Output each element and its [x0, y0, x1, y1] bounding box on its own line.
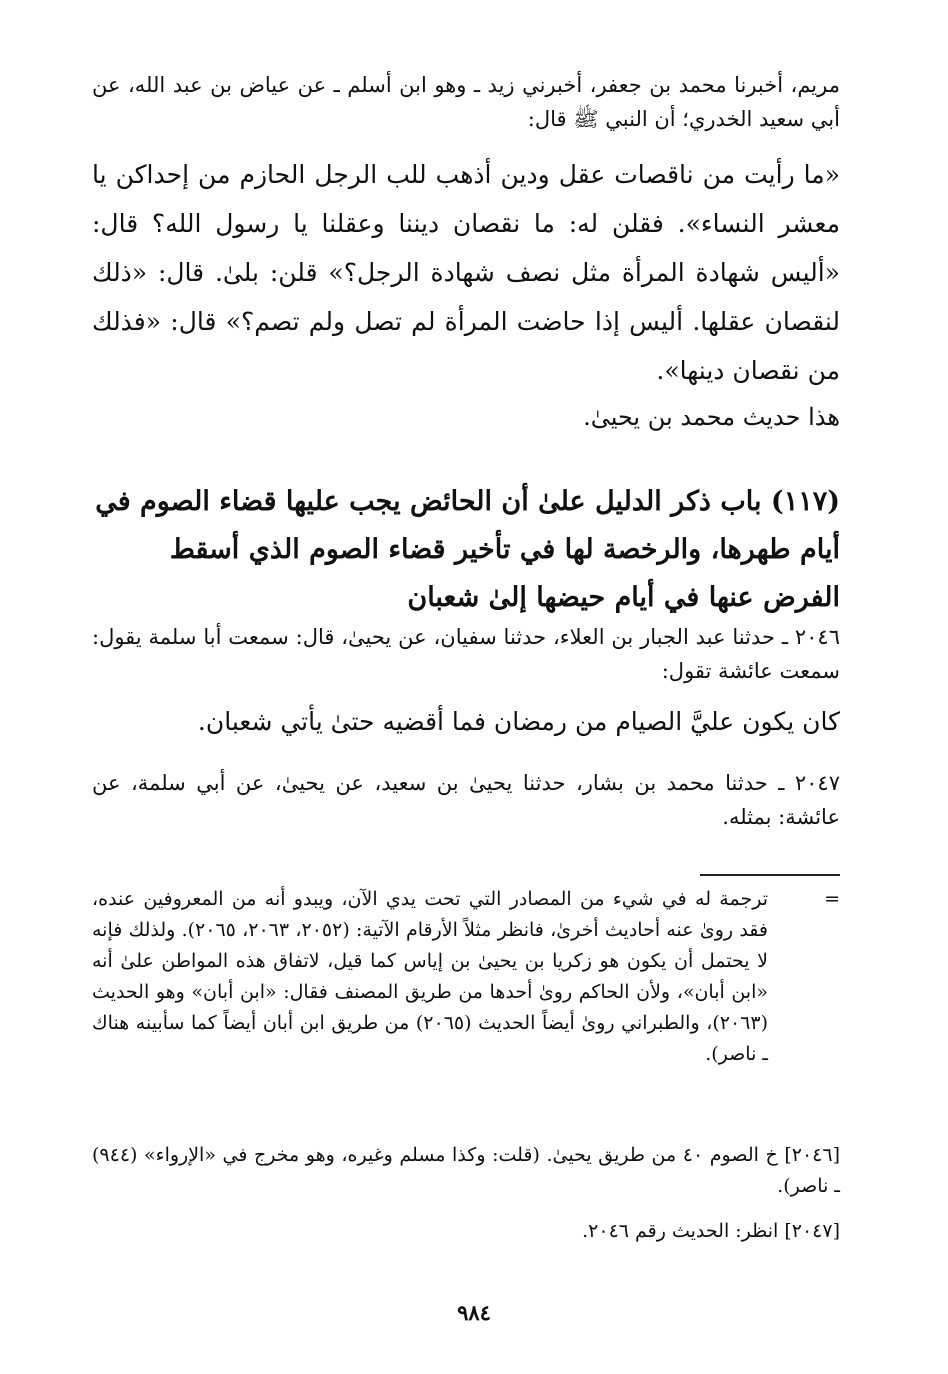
footnote-continuation-text: ترجمة له في شيء من المصادر التي تحت يدي الآن، ويبدو أنه من المعروفين عنده، فقد روىٰ عنه أحاديث أخرىٰ، فانظر مثلاً الأرقام الآتية: (٢٠٥٢، ٢٠٦٣، ٢٠٦٥). ولذلك فإنه لا يحتمل أن يكون هو زكريا بن يحيىٰ بن إياس كما قيل، لاتفاق هذه المواطن علىٰ أنه «ابن أبان»، ولأن الحاكم روىٰ أحدها من طريق المصنف فقال: «ابن أبان» وهو الحديث (٢٠٦٣)، والطبراني روىٰ أيضاً الحديث (٢٠٦٥) من طريق ابن أبان أيضاً كما سأبينه هناك ـ ناصر). — [92, 888, 768, 1065]
hadith-2047-chain: ٢٠٤٧ ـ حدثنا محمد بن بشار، حدثنا يحيىٰ بن سعيد، عن يحيىٰ، عن أبي سلمة، عن عائشة: بمثله. — [92, 771, 840, 829]
hadith-text: «ما رأيت من ناقصات عقل ودين أذهب للب الرجل الحازم من إحداكن يا معشر النساء». فقلن له: ما نقصان ديننا وعقلنا يا رسول الله؟ قال: «أليس شهادة المرأة مثل نصف شهادة الرجل؟» قلن: بلىٰ. قال: «ذلك لنقصان عقلها. أليس إذا حاضت المرأة لم تصل ولم تصم؟» قال: «فذلك من نقصان دينها». — [92, 160, 840, 385]
hadith-chain-continuation: مريم، أخبرنا محمد بن جعفر، أخبرني زيد ـ وهو ابن أسلم ـ عن عياض بن عبد الله، عن أبي سعيد الخدري؛ أن النبي ﷺ قال: — [92, 73, 840, 131]
page-number: ٩٨٤ — [457, 1300, 491, 1325]
hadith-2046-text: كان يكون عليَّ الصيام من رمضان فما أقضيه حتىٰ يأتي شعبان. — [197, 707, 840, 736]
continuation-mark: = — [824, 888, 840, 910]
hadith-note: هذا حديث محمد بن يحيىٰ. — [583, 403, 840, 431]
footnote-separator — [700, 874, 840, 876]
footnote-continuation — [92, 884, 840, 1070]
footnote-2047: [٢٠٤٧] انظر: الحديث رقم ٢٠٤٦. — [582, 1220, 840, 1242]
footnote-2046: [٢٠٤٦] خ الصوم ٤٠ من طريق يحيىٰ. (قلت: وكذا مسلم وغيره، وهو مخرج في «الإرواء» (٩٤٤) ـ ناصر). — [92, 1144, 840, 1197]
chapter-heading: (١١٧) باب ذكر الدليل علىٰ أن الحائض يجب عليها قضاء الصوم في أيام طهرها، والرخصة لها في تأخير قضاء الصوم الذي أسقط الفرض عنها في أيام حيضها إلىٰ شعبان — [95, 486, 840, 613]
hadith-2046-chain: ٢٠٤٦ ـ حدثنا عبد الجبار بن العلاء، حدثنا سفيان، عن يحيىٰ، قال: سمعت أبا سلمة يقول: سمعت عائشة تقول: — [92, 625, 840, 683]
